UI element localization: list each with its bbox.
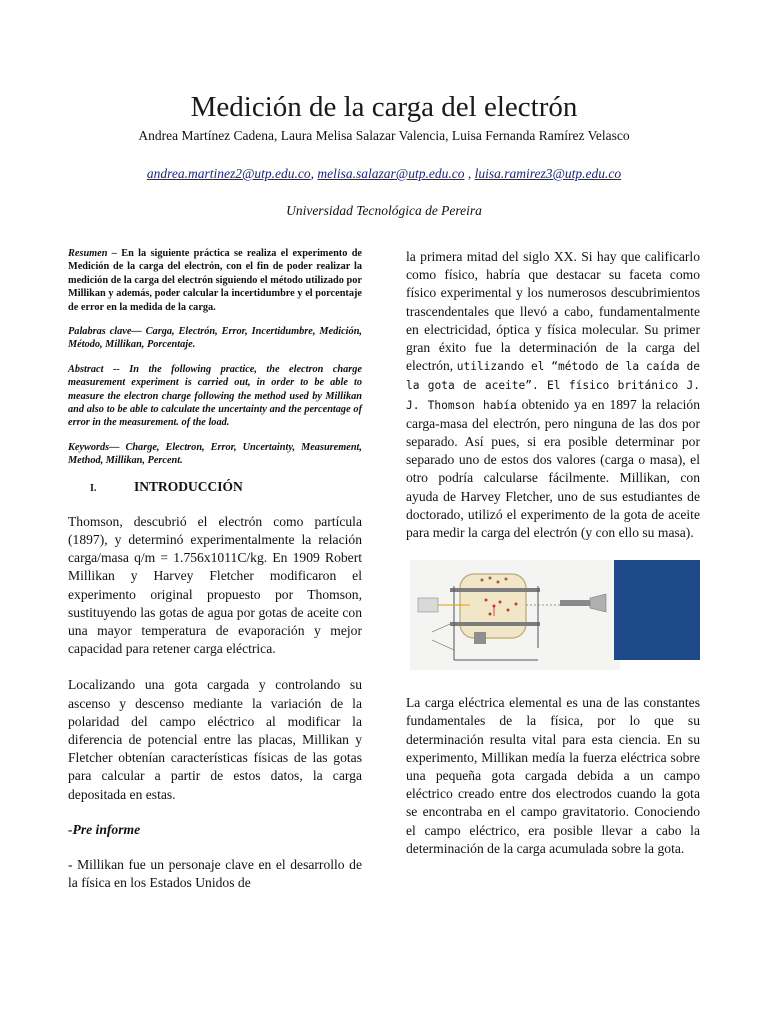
apparatus-diagram <box>410 560 620 670</box>
carga-elemental-paragraph: La carga eléctrica elemental es una de las constantes fundamentales de la física, por lo que su determinación resulta vital para esta ciencia. En su experimento, Millikan medía la fuerza eléctrica sobre una pequeña gota cargada debida a un campo eléctrico creado entre dos electrodos cuando la gota se encontraba en el campo gravitatorio. Conociendo el campo eléctrico, era posible llevar a cabo la determinación de la carga acumulada sobre la gota. <box>406 695 700 856</box>
abstract-block <box>68 363 362 430</box>
section-heading <box>68 479 362 495</box>
typewriter-text: utilizando el “método de la caída de la gota de aceite”. El físico británico J. J. Thomson había <box>406 360 700 412</box>
affiliation: Universidad Tecnológica de Pereira <box>286 203 482 218</box>
paper-title: Medición de la carga del electrón <box>190 91 578 123</box>
email-separator: , <box>464 166 475 181</box>
figure-caption-panel <box>614 560 700 660</box>
author-list: Andrea Martínez Cadena, Laura Melisa Salazar Valencia, Luisa Fernanda Ramírez Velasco <box>138 128 630 143</box>
email-link-melisa[interactable]: melisa.salazar@utp.edu.co <box>317 166 465 181</box>
email-link-andrea[interactable]: andrea.martinez2@utp.edu.co <box>146 166 311 181</box>
intro-paragraph-1: Thomson, descubrió el electrón como partícula (1897), y determinó experimentalmente la relación carga/masa q/m = 1.756x1011C/kg. En 1909 Robert Millikan y Harvey Fletcher modificaron el experimento original propuesto por Thomson, sustituyendo las gotas de agua por gotas de aceite con una mayor temperatura de evaporación y mejor capacidad para retener carga eléctrica. <box>68 513 362 657</box>
left-column <box>68 247 362 910</box>
top-plate <box>450 588 540 592</box>
email-separator: , <box>310 166 318 181</box>
pre-informe-heading: -Pre informe <box>68 821 141 837</box>
resumen-text: En la siguiente práctica se realiza el experimento de Medición de la carga del electrón, con el fin de poder realizar la medición de la carga del electrón siguiendo el método utilizado por Millikan y además, poder calcular la incertidumbre y el porcentaje de error en la medida de la carga. <box>68 248 362 313</box>
section-title: INTRODUCCIÓN <box>134 478 243 494</box>
author-emails <box>0 165 768 182</box>
abstract-label: Abstract <box>68 363 104 375</box>
microscope <box>560 600 590 606</box>
palabras-clave-text: Carga, Electrón, Error, Incertidumbre, Medición, Método, Millikan, Porcentaje. <box>68 326 362 351</box>
palabras-clave-block <box>68 325 362 352</box>
resumen-label: Resumen <box>68 248 108 259</box>
resumen-block: Resumen – En la siguiente práctica se realiza el experimento de Medición de la carga del electrón, con el fin de poder realizar la medición de la carga del electrón siguiendo el método utilizado por Millikan y además, poder calcular la incertidumbre y el porcentaje de error en la medida de la carga. <box>68 248 362 313</box>
light-source <box>418 598 438 612</box>
keywords-label: Keywords— <box>68 441 120 453</box>
millikan-paragraph: la primera mitad del siglo XX. Si hay que calificarlo como físico, habría que destacar su faceta como físico experimental y los numerosos descubrimientos trascendentales que llevó a cabo, fundamentalmente en electricidad, óptica y física molecular. Su primer gran éxito fue la determinación de la carga del electrón, utilizando el “método de la caída de la gota de aceite”. El físico británico J. J. Thomson había obtenido ya en 1897 la relación carga-masa del electrón, pero ninguna de las dos por separado. Así pues, si era posible determinar por separado uno de estos dos valores (carga o masa), el otro podría calcularse fácilmente. Millikan, con ayuda de Harvey Fletcher, uno de sus estudiantes de doctorado, utilizó el experimento de la gota de aceite para medir la carga del electrón (y con ello su masa). <box>406 249 700 541</box>
keywords-text: Charge, Electron, Error, Uncertainty, Measurement, Method, Millikan, Percent. <box>68 441 362 467</box>
right-column <box>406 248 700 876</box>
pre-informe-paragraph: - Millikan fue un personaje clave en el desarrollo de la física en los Estados Unidos de <box>68 856 362 890</box>
millikan-apparatus-figure <box>406 560 700 670</box>
email-link-luisa[interactable]: luisa.ramirez3@utp.edu.co <box>474 166 622 181</box>
bottom-plate <box>450 622 540 626</box>
palabras-clave-label: Palabras clave— <box>68 326 142 338</box>
abstract-text: -- In the following practice, the electron charge measurement experiment is carried out, in order to be able to measure the electron charge following the method used by Millikan and also to be able to calculate the uncertainty and the percentage of error in the measurement. of the load. <box>68 363 362 429</box>
section-number: I. <box>90 482 97 494</box>
intro-paragraph-2: Localizando una gota cargada y controlando su ascenso y descenso mediante la variación de la polaridad del campo eléctrico al modificar la diferencia de potencial entre las placas, Millikan y Fletcher obtenían características físicas de las gotas para calcular a partir de estos datos, la carga depositada en estas. <box>68 677 362 802</box>
keywords-block <box>68 441 362 468</box>
